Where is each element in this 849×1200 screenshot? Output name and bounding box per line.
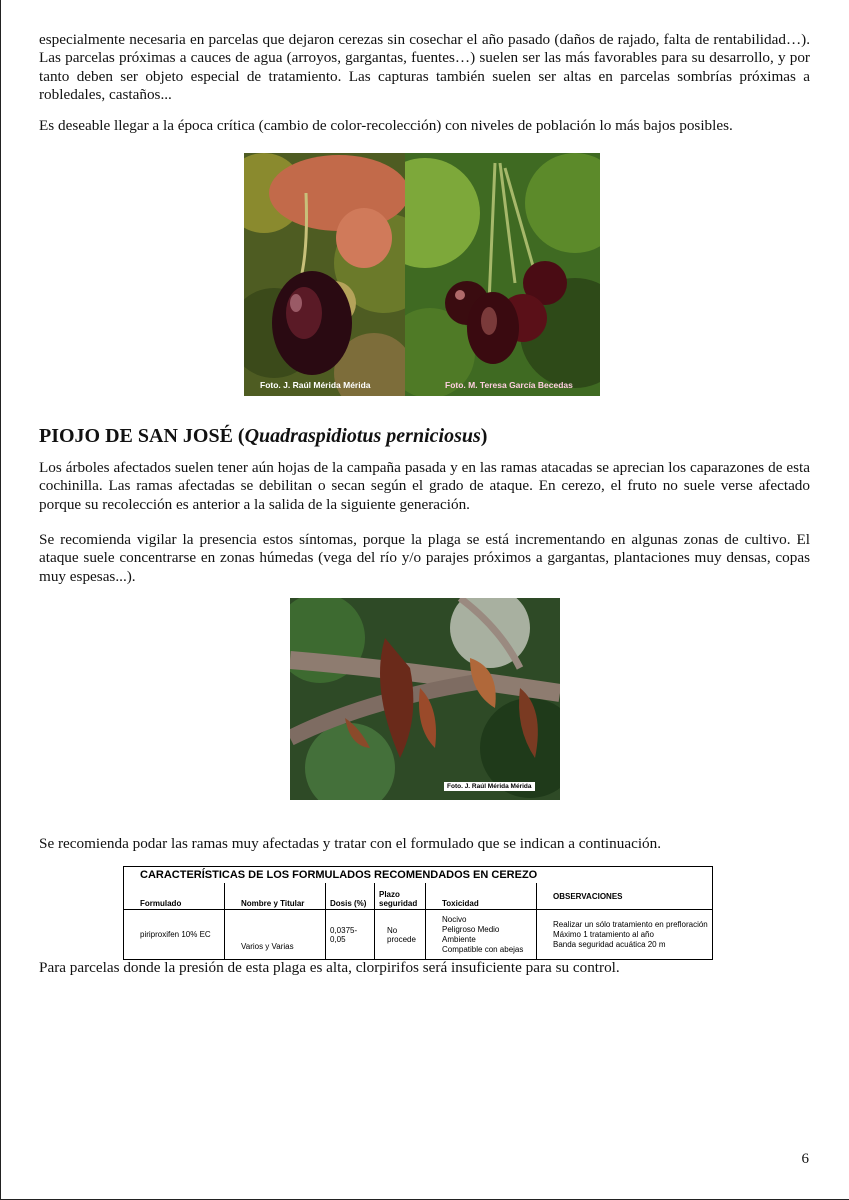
photo-credit-left: Foto. J. Raúl Mérida Mérida — [260, 380, 371, 390]
paragraph-pressure: Para parcelas donde la presión de esta plaga es alta, clorpirifos será insuficiente para su control. — [39, 959, 620, 976]
col-formulado: Formulado — [124, 883, 225, 910]
table-row — [124, 910, 713, 960]
toxicidad-line-2: Peligroso Medio Ambiente — [442, 924, 500, 944]
paragraph-intro: especialmente necesaria en parcelas que dejaron cerezas sin cosechar el año pasado (daños de rajado, falta de rentabilidad…). Las parcelas próximas a cauces de agua (arroyos, gargantas, fuentes…) suelen ser las más favorables para su desarrollo, y por tanto deben ser objeto especial de tratamiento. Las capturas también suelen ser altas en parcelas sombrías próximas a robledales, castaños... — [39, 31, 810, 103]
cell-formulado: piriproxifen 10% EC — [124, 910, 225, 960]
cell-observaciones — [537, 910, 713, 960]
section-heading — [39, 424, 487, 448]
infested-branch-photo — [290, 598, 560, 800]
cell-toxicidad — [426, 910, 537, 960]
col-nombre: Nombre y Titular — [225, 883, 326, 910]
col-plazo: Plazo seguridad — [375, 883, 426, 910]
photo-credit-branch: Foto. J. Raúl Mérida Mérida — [444, 782, 535, 791]
col-dosis: Dosis (%) — [326, 883, 375, 910]
cherry-cluster-photo — [405, 153, 600, 396]
col-observaciones: OBSERVACIONES — [537, 883, 713, 910]
paragraph-treatment: Se recomienda podar las ramas muy afectadas y tratar con el formulado que se indican a continuación. — [39, 835, 662, 852]
cell-plazo: No procede — [375, 910, 426, 960]
observaciones-line-1: Realizar un sólo tratamiento en prefloración — [553, 919, 708, 929]
observaciones-line-3: Banda seguridad acuática 20 m — [553, 939, 666, 949]
products-table — [123, 866, 713, 960]
paragraph-symptoms: Los árboles afectados suelen tener aún hojas de la campaña pasada y en las ramas atacadas se aprecian los caparazones de esta cochinilla. Las ramas afectadas se debilitan o secan según el grado de ataque. En cerezo, el fruto no suele verse afectado porque su recolección es anterior a la salida de la siguiente generación. — [39, 459, 810, 513]
table-title: CARACTERÍSTICAS DE LOS FORMULADOS RECOMENDADOS EN CEREZO — [124, 867, 713, 884]
toxicidad-line-1: Nocivo — [442, 914, 467, 924]
page-number: 6 — [801, 1151, 809, 1167]
paragraph-monitoring: Se recomienda vigilar la presencia estos síntomas, porque la plaga se está incrementando en algunas zonas de cultivo. El ataque suele concentrarse en zonas húmedas (vega del río y/o parajes próximos a gargantas, plantaciones muy densas, copas muy espesas...). — [39, 531, 810, 585]
photo-credit-right: Foto. M. Teresa García Becedas — [445, 380, 573, 390]
heading-suffix: ) — [480, 425, 488, 447]
damaged-cherry-photo — [244, 153, 405, 396]
cell-nombre: Varios y Varias — [225, 910, 326, 960]
cell-dosis: 0,0375-0,05 — [326, 910, 375, 960]
observaciones-line-2: Máximo 1 tratamiento al año — [553, 929, 654, 939]
col-toxicidad: Toxicidad — [426, 883, 537, 910]
table-header-row — [124, 883, 713, 910]
heading-prefix: PIOJO DE SAN JOSÉ ( — [39, 425, 245, 447]
toxicidad-line-3: Compatible con abejas — [442, 944, 524, 954]
heading-scientific-name: Quadraspidiotus perniciosus — [244, 425, 481, 447]
paragraph-critical-period: Es deseable llegar a la época crítica (cambio de color-recolección) con niveles de población lo más bajos posibles. — [39, 117, 733, 134]
